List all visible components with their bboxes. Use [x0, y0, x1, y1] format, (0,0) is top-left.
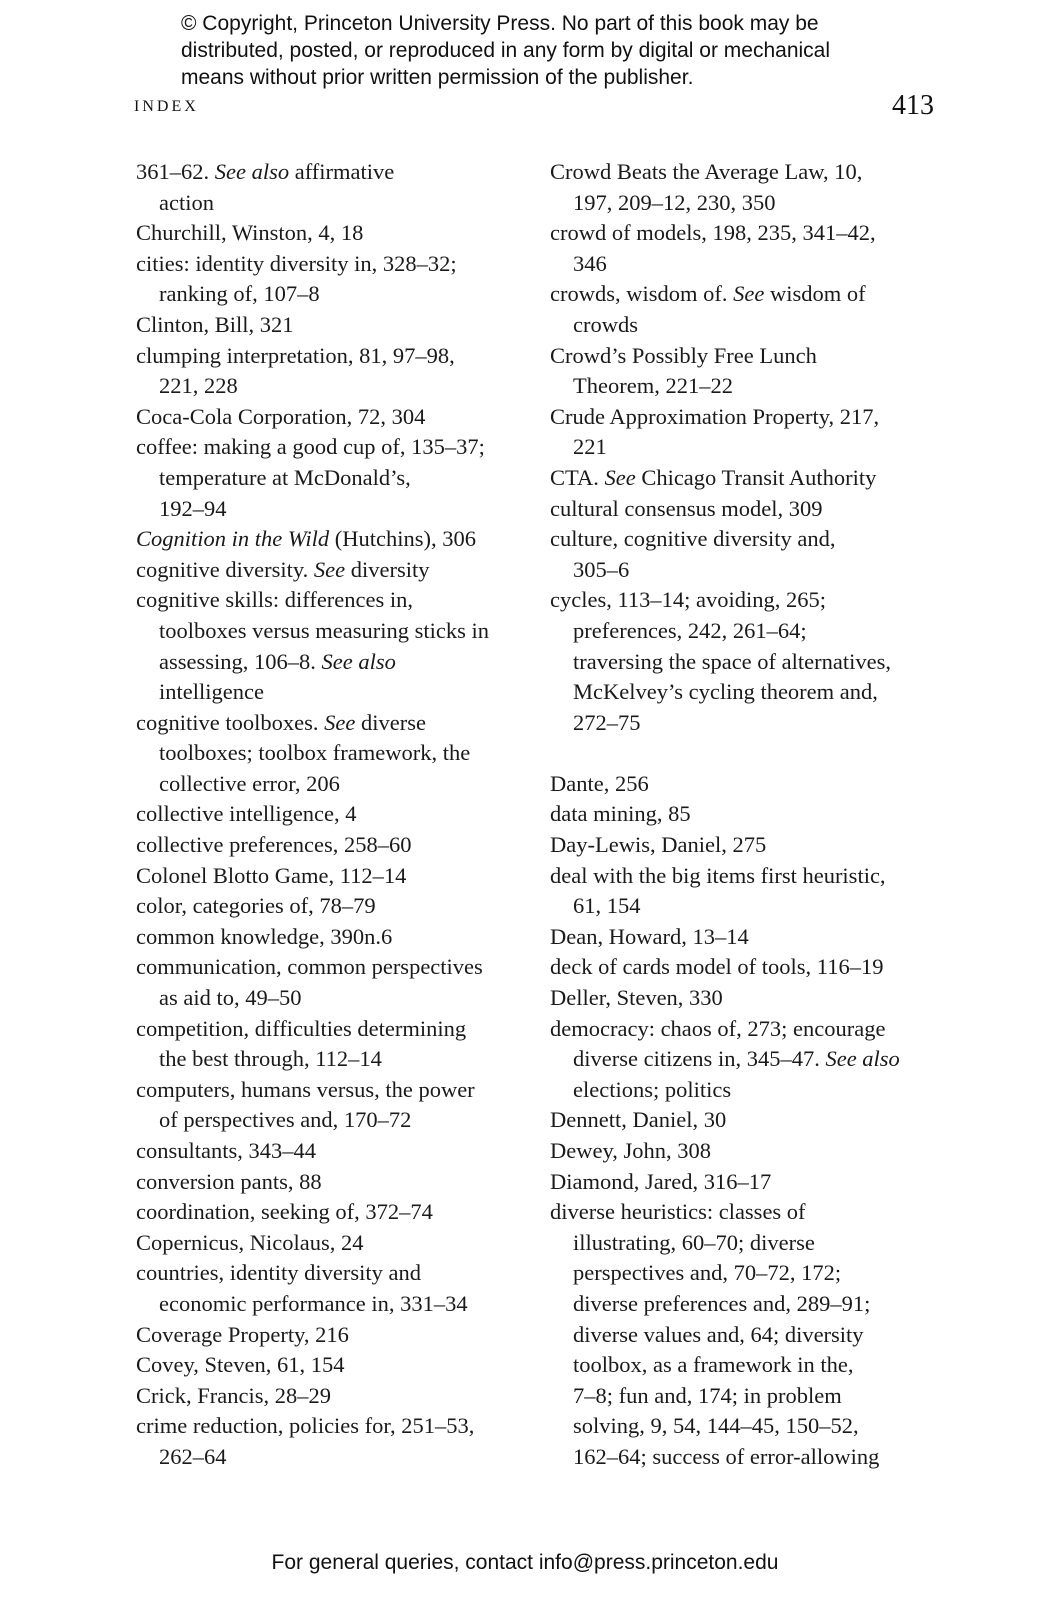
- index-text: 192–94: [159, 495, 227, 521]
- index-column-right: [550, 157, 960, 1473]
- index-text-italic: Cognition in the Wild: [136, 526, 330, 552]
- index-entry: [550, 157, 960, 218]
- index-text: cognitive diversity.: [136, 556, 314, 582]
- index-entry: [550, 983, 960, 1014]
- index-entry: [550, 922, 960, 953]
- index-text: 162–64; success of error-allowing: [573, 1443, 880, 1469]
- index-entry-continuation: [550, 1228, 960, 1259]
- index-entry: [550, 218, 960, 279]
- index-text: Theorem, 221–22: [573, 373, 733, 399]
- index-entry-continuation: [550, 891, 960, 922]
- index-entry-continuation: [136, 1105, 536, 1136]
- index-entry-line: [550, 279, 960, 310]
- index-text: action: [159, 189, 214, 215]
- index-entry-line: [136, 830, 536, 861]
- index-entry-line: [136, 524, 536, 555]
- index-text: diverse values and, 64; diversity: [573, 1321, 864, 1347]
- index-text-italic: See: [604, 464, 636, 490]
- index-entry: [136, 1411, 536, 1472]
- index-entry-continuation: [136, 769, 536, 800]
- index-entry: [136, 1258, 536, 1319]
- copyright-line-2: distributed, posted, or reproduced in any form by digital or mechanical: [181, 39, 831, 62]
- index-entry-line: [136, 402, 536, 433]
- index-text: collective intelligence, 4: [136, 801, 357, 827]
- index-entry: [136, 310, 536, 341]
- index-entry-continuation: [550, 1044, 960, 1075]
- index-text-italic: See also: [825, 1046, 900, 1072]
- index-entry: [136, 861, 536, 892]
- copyright-line-3: means without prior written permission of the publisher.: [181, 66, 694, 89]
- index-text: perspectives and, 70–72, 172;: [573, 1260, 842, 1286]
- index-entry: [136, 585, 536, 707]
- index-entry-line: [550, 983, 960, 1014]
- index-text: Coverage Property, 216: [136, 1321, 349, 1347]
- index-entry-line: [136, 922, 536, 953]
- index-entry-line: [550, 341, 960, 372]
- index-text: collective preferences, 258–60: [136, 832, 412, 858]
- index-text: conversion pants, 88: [136, 1168, 322, 1194]
- index-entry: [550, 830, 960, 861]
- index-entry-continuation: [136, 494, 536, 525]
- index-text: color, categories of, 78–79: [136, 893, 376, 919]
- index-entry-line: [550, 463, 960, 494]
- index-entry: [550, 952, 960, 983]
- index-text: Crowd’s Possibly Free Lunch: [550, 342, 817, 368]
- index-letter-break: [550, 738, 960, 769]
- index-text: Churchill, Winston, 4, 18: [136, 220, 364, 246]
- index-entry: [550, 463, 960, 494]
- index-entry-line: [136, 555, 536, 586]
- index-entry-continuation: [550, 616, 960, 647]
- index-entry-line: [136, 341, 536, 372]
- index-entry: [550, 769, 960, 800]
- index-text-italic: See: [313, 556, 346, 582]
- index-entry-line: [136, 585, 536, 616]
- index-text: diverse preferences and, 289–91;: [573, 1290, 871, 1316]
- index-entry: [136, 218, 536, 249]
- index-entry: [136, 1350, 536, 1381]
- index-text: crowds: [573, 311, 638, 337]
- index-entry-line: [136, 1320, 536, 1351]
- index-entry-continuation: [136, 371, 536, 402]
- index-text: illustrating, 60–70; diverse: [573, 1229, 815, 1255]
- index-entry: [136, 157, 536, 218]
- index-text: (Hutchins), 306: [329, 526, 476, 552]
- index-text: Covey, Steven, 61, 154: [136, 1352, 345, 1378]
- index-entry-line: [550, 157, 960, 188]
- index-text-italic: See also: [214, 159, 290, 184]
- index-entry-continuation: [550, 1075, 960, 1106]
- index-entry-continuation: [550, 1350, 960, 1381]
- index-text: collective error, 206: [159, 770, 340, 796]
- index-text: Dean, Howard, 13–14: [550, 923, 749, 949]
- index-text: 361–62.: [136, 159, 215, 184]
- index-text: traversing the space of alternatives,: [573, 648, 891, 674]
- index-entry: [550, 861, 960, 922]
- index-entry-line: [136, 1167, 536, 1198]
- index-entry-line: [550, 861, 960, 892]
- index-entry: [136, 402, 536, 433]
- index-entry-line: [136, 157, 536, 188]
- index-entry-line: [550, 585, 960, 616]
- index-text: Dante, 256: [550, 770, 649, 796]
- index-entry: [550, 1136, 960, 1167]
- index-text: deck of cards model of tools, 116–19: [550, 954, 884, 980]
- index-entry-line: [550, 1105, 960, 1136]
- index-entry-continuation: [550, 310, 960, 341]
- index-entry: [550, 402, 960, 463]
- index-text: ranking of, 107–8: [159, 281, 320, 307]
- index-entry-line: [136, 1075, 536, 1106]
- index-entry-line: [550, 1014, 960, 1045]
- index-entry-line: [550, 922, 960, 953]
- index-text: as aid to, 49–50: [159, 985, 302, 1011]
- copyright-line-1: © Copyright, Princeton University Press. No part of this book may be: [181, 12, 819, 35]
- index-entry-line: [136, 1411, 536, 1442]
- index-text: 221, 228: [159, 373, 238, 399]
- index-entry-continuation: [550, 1320, 960, 1351]
- index-text: 262–64: [159, 1443, 227, 1469]
- index-entry-continuation: [550, 1411, 960, 1442]
- index-text: Crowd Beats the Average Law, 10,: [550, 159, 863, 184]
- index-entry: [550, 1197, 960, 1472]
- index-text: diversity: [345, 556, 430, 582]
- index-entry-line: [136, 1228, 536, 1259]
- index-entry-continuation: [550, 1289, 960, 1320]
- index-text: Copernicus, Nicolaus, 24: [136, 1229, 364, 1255]
- index-entry-line: [136, 952, 536, 983]
- index-entry-line: [550, 830, 960, 861]
- index-entry: [550, 524, 960, 585]
- index-entry: [550, 341, 960, 402]
- index-entry-line: [136, 1014, 536, 1045]
- index-text: diverse heuristics: classes of: [550, 1199, 806, 1225]
- running-head: INDEX: [134, 98, 199, 115]
- index-entry-continuation: [136, 188, 536, 219]
- index-text: Crude Approximation Property, 217,: [550, 403, 880, 429]
- index-text: Colonel Blotto Game, 112–14: [136, 862, 407, 888]
- index-entry: [136, 799, 536, 830]
- index-entry-line: [136, 861, 536, 892]
- index-entry-continuation: [136, 279, 536, 310]
- index-entry-line: [136, 1197, 536, 1228]
- index-entry: [136, 1167, 536, 1198]
- index-text: data mining, 85: [550, 801, 691, 827]
- index-text: temperature at McDonald’s,: [159, 464, 411, 490]
- index-entry-line: [136, 708, 536, 739]
- index-entry: [550, 1014, 960, 1106]
- index-entry-line: [136, 1381, 536, 1412]
- index-entry-line: [136, 249, 536, 280]
- index-entry: [136, 432, 536, 524]
- index-entry-line: [550, 799, 960, 830]
- index-entry-line: [136, 1258, 536, 1289]
- index-text: Dennett, Daniel, 30: [550, 1107, 727, 1133]
- index-entry: [136, 1136, 536, 1167]
- index-text: 272–75: [573, 709, 641, 735]
- index-text: Diamond, Jared, 316–17: [550, 1168, 772, 1194]
- index-text: 221: [573, 434, 607, 460]
- index-entry-continuation: [136, 738, 536, 769]
- index-entry-line: [550, 402, 960, 433]
- index-entry-line: [136, 1350, 536, 1381]
- index-text: toolboxes versus measuring sticks in: [159, 617, 489, 643]
- index-text: communication, common perspectives: [136, 954, 483, 980]
- index-entry-continuation: [550, 677, 960, 708]
- index-text: the best through, 112–14: [159, 1046, 382, 1072]
- index-entry-line: [136, 891, 536, 922]
- index-text: common knowledge, 390n.6: [136, 923, 393, 949]
- index-text: Chicago Transit Authority: [635, 464, 877, 490]
- index-entry: [550, 1105, 960, 1136]
- index-entry: [136, 1014, 536, 1075]
- page-number: 413: [892, 90, 934, 121]
- index-entry: [550, 279, 960, 340]
- index-text: diverse: [355, 709, 426, 735]
- index-text: clumping interpretation, 81, 97–98,: [136, 342, 455, 368]
- index-text: culture, cognitive diversity and,: [550, 526, 836, 552]
- index-text: Crick, Francis, 28–29: [136, 1382, 331, 1408]
- index-entry-line: [550, 1167, 960, 1198]
- index-entry-continuation: [136, 677, 536, 708]
- index-text: economic performance in, 331–34: [159, 1290, 468, 1316]
- index-text: cultural consensus model, 309: [550, 495, 823, 521]
- index-entry-line: [136, 310, 536, 341]
- index-text: consultants, 343–44: [136, 1138, 316, 1163]
- index-text: cognitive toolboxes.: [136, 709, 325, 735]
- index-text: Clinton, Bill, 321: [136, 311, 294, 337]
- index-entry-line: [550, 769, 960, 800]
- index-entry: [136, 1197, 536, 1228]
- index-text: preferences, 242, 261–64;: [573, 617, 807, 643]
- index-text: 197, 209–12, 230, 350: [573, 189, 776, 215]
- index-text: coordination, seeking of, 372–74: [136, 1199, 433, 1225]
- index-text: diverse citizens in, 345–47.: [573, 1046, 826, 1072]
- index-entry: [136, 922, 536, 953]
- index-entry-continuation: [550, 708, 960, 739]
- index-text: 305–6: [573, 556, 630, 582]
- index-text: Day-Lewis, Daniel, 275: [550, 832, 767, 858]
- index-entry-continuation: [136, 983, 536, 1014]
- index-entry-line: [550, 494, 960, 525]
- index-text: solving, 9, 54, 144–45, 150–52,: [573, 1413, 859, 1439]
- index-entry-continuation: [550, 1442, 960, 1473]
- index-entry: [136, 708, 536, 800]
- index-text: democracy: chaos of, 273; encourage: [550, 1015, 886, 1041]
- index-entry-line: [550, 1197, 960, 1228]
- index-entry-continuation: [550, 1258, 960, 1289]
- index-text: toolboxes; toolbox framework, the: [159, 740, 471, 766]
- index-text: wisdom of: [764, 281, 866, 307]
- index-entry: [136, 1320, 536, 1351]
- index-text: crowds, wisdom of.: [550, 281, 734, 307]
- index-entry: [136, 1381, 536, 1412]
- index-text: crime reduction, policies for, 251–53,: [136, 1413, 475, 1439]
- index-entry-line: [136, 218, 536, 249]
- index-entry-line: [550, 1136, 960, 1167]
- index-text-italic: See: [733, 281, 765, 307]
- index-text: countries, identity diversity and: [136, 1260, 421, 1286]
- index-text: Dewey, John, 308: [550, 1138, 712, 1163]
- index-text: 7–8; fun and, 174; in problem: [573, 1382, 842, 1408]
- index-text: coffee: making a good cup of, 135–37;: [136, 434, 485, 460]
- index-entry-continuation: [136, 463, 536, 494]
- index-entry: [136, 524, 536, 555]
- index-entry-line: [550, 524, 960, 555]
- index-entry: [550, 799, 960, 830]
- index-entry-continuation: [136, 1044, 536, 1075]
- index-entry: [136, 1075, 536, 1136]
- index-entry-line: [136, 1136, 536, 1167]
- index-entry-line: [550, 218, 960, 249]
- copyright-notice: [181, 10, 941, 91]
- index-text-italic: See: [324, 709, 356, 735]
- index-column-left: [136, 157, 536, 1473]
- index-entry-continuation: [550, 371, 960, 402]
- index-text: competition, difficulties determining: [136, 1015, 467, 1041]
- index-entry-continuation: [550, 432, 960, 463]
- index-text-italic: See also: [321, 648, 396, 674]
- index-text: cities: identity diversity in, 328–32;: [136, 250, 457, 276]
- index-entry: [136, 952, 536, 1013]
- index-text: cognitive skills: differences in,: [136, 587, 414, 613]
- index-text: McKelvey’s cycling theorem and,: [573, 679, 878, 705]
- index-entry-continuation: [136, 647, 536, 678]
- index-entry-continuation: [550, 188, 960, 219]
- index-text: elections; politics: [573, 1076, 732, 1102]
- index-entry: [136, 341, 536, 402]
- index-text: intelligence: [159, 679, 264, 705]
- index-entry-continuation: [550, 647, 960, 678]
- index-text: of perspectives and, 170–72: [159, 1107, 412, 1133]
- index-text: Deller, Steven, 330: [550, 985, 723, 1011]
- index-text: CTA.: [550, 464, 605, 490]
- index-entry-continuation: [550, 249, 960, 280]
- index-entry-continuation: [136, 616, 536, 647]
- footer-contact: For general queries, contact info@press.princeton.edu: [271, 1551, 779, 1574]
- index-entry: [136, 555, 536, 586]
- index-entry-line: [136, 432, 536, 463]
- index-entry: [136, 1228, 536, 1259]
- index-text: computers, humans versus, the power: [136, 1076, 475, 1102]
- index-entry: [550, 585, 960, 738]
- index-entry-continuation: [550, 1381, 960, 1412]
- index-entry-continuation: [550, 555, 960, 586]
- index-entry: [550, 494, 960, 525]
- index-text: toolbox, as a framework in the,: [573, 1352, 854, 1378]
- index-entry: [136, 830, 536, 861]
- index-text: 61, 154: [573, 893, 641, 919]
- index-text: 346: [573, 250, 607, 276]
- index-entry-continuation: [136, 1289, 536, 1320]
- index-text: assessing, 106–8.: [159, 648, 322, 674]
- index-entry-line: [136, 799, 536, 830]
- index-entry: [550, 1167, 960, 1198]
- index-entry-continuation: [136, 1442, 536, 1473]
- index-entry: [136, 891, 536, 922]
- index-text: cycles, 113–14; avoiding, 265;: [550, 587, 826, 613]
- index-text: affirmative: [289, 159, 395, 184]
- index-entry-line: [550, 952, 960, 983]
- index-text: crowd of models, 198, 235, 341–42,: [550, 220, 876, 246]
- index-text: deal with the big items first heuristic,: [550, 862, 886, 888]
- index-entry: [136, 249, 536, 310]
- index-text: Coca-Cola Corporation, 72, 304: [136, 403, 426, 429]
